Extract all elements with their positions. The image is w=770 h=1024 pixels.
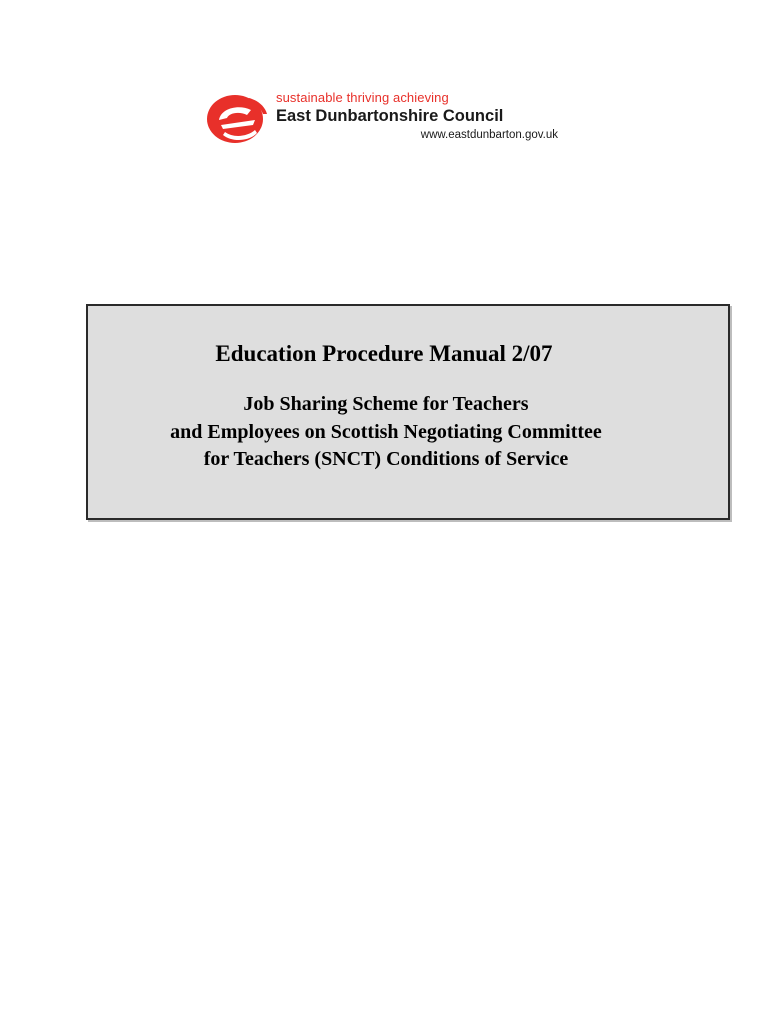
council-website: www.eastdunbarton.gov.uk [420,129,558,141]
subtitle-line: and Employees on Scottish Negotiating Committee [170,420,602,443]
council-e-logo-icon [205,90,269,146]
council-tagline: sustainable thriving achieving [276,90,449,105]
document-subtitle [66,391,706,474]
document-title-box [86,304,730,520]
council-header [205,90,570,146]
council-name: East Dunbartonshire Council [276,107,504,125]
subtitle-line: for Teachers (SNCT) Conditions of Service [203,448,569,470]
document-title: Education Procedure Manual 2/07 [215,341,553,366]
subtitle-line: Job Sharing Scheme for Teachers [243,393,529,415]
